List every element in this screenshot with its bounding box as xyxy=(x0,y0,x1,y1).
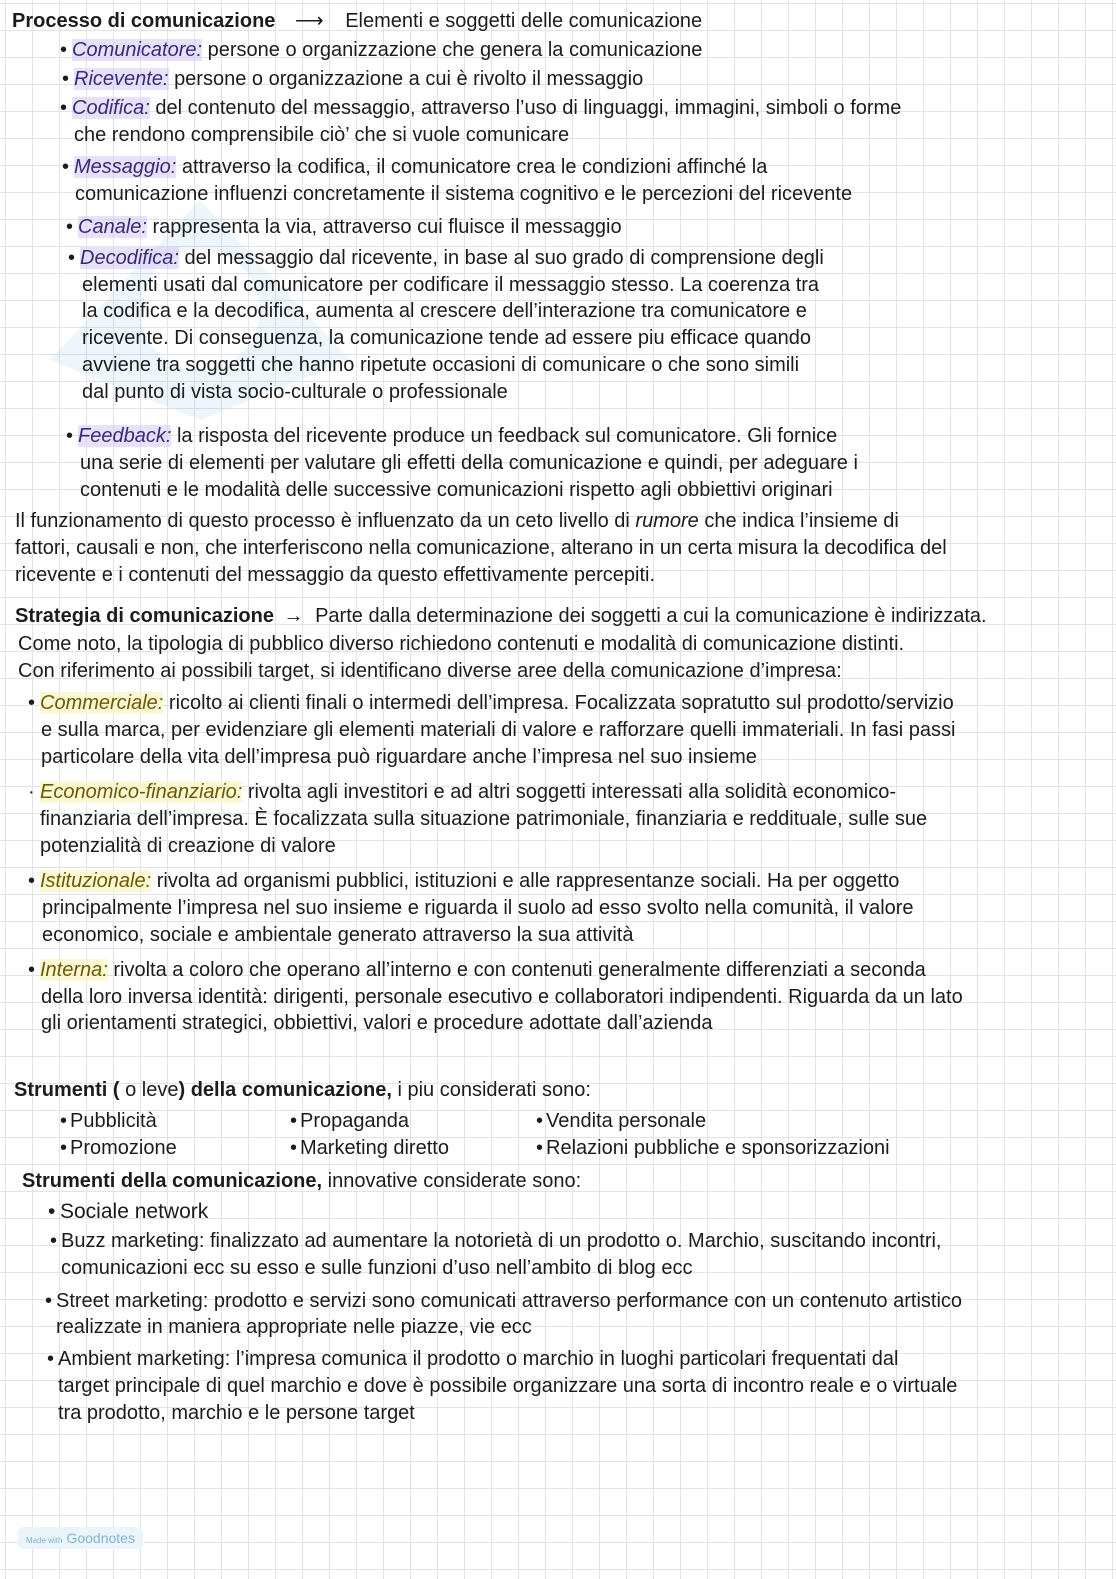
arrow-right-icon: ⟶ xyxy=(294,10,324,32)
section4-title: Strumenti della comunicazione, innovative considerate sono: xyxy=(22,1170,582,1192)
list-item: • Comunicatore: persone o organizzazione che genera la comunicazione xyxy=(60,39,703,61)
paragraph-line: ricevente e i contenuti del messaggio da questo effettivamente percepiti. xyxy=(15,564,656,586)
list-item-cont: una serie di elementi per valutare gli effetti della comunicazione e quindi, per adeguare i xyxy=(80,452,858,474)
arrow-right-icon: → xyxy=(283,605,304,627)
section1-subtitle: Elementi e soggetti delle comunicazione xyxy=(345,10,703,32)
list-item-cont: la codifica e la decodifica, aumenta al crescere dell’interazione tra comunicatore e xyxy=(82,300,807,322)
paragraph-line: Come noto, la tipologia di pubblico diverso richiedono contenuti e modalità di comunicazione distinti. xyxy=(18,633,905,655)
list-item-cont: realizzate in maniera appropriate nelle piazze, vie ecc xyxy=(56,1316,532,1338)
list-item: • Promozione xyxy=(60,1137,177,1159)
list-item-cont: particolare della vita dell’impresa può riguardare anche l’impresa nel suo insieme xyxy=(41,746,757,768)
list-item-cont: contenuti e le modalità delle successive comunicazioni rispetto agli obbiettivi originari xyxy=(80,479,833,501)
goodnotes-badge: Made with Goodnotes xyxy=(18,1527,143,1549)
list-item: • Feedback: la risposta del ricevente produce un feedback sul comunicatore. Gli fornice xyxy=(66,425,838,447)
paragraph-line: Con riferimento ai possibili target, si identificano diverse aree della comunicazione d’impresa: xyxy=(18,660,842,682)
paragraph: Il funzionamento di questo processo è influenzato da un ceto livello di rumore che indica l’insieme di xyxy=(15,510,899,532)
list-item: • Vendita personale xyxy=(536,1110,707,1132)
paragraph-line: fattori, causali e non, che interferiscono nella comunicazione, alterano in un certa misura la decodifica del xyxy=(15,537,947,559)
list-item-cont: gli orientamenti strategici, obbiettivi, valori e procedure adottate dall’azienda xyxy=(41,1012,713,1034)
list-item-cont: e sulla marca, per evidenziare gli elementi materiali di valore e rafforzare quelli immateriali. In fasi passi xyxy=(41,719,956,741)
list-item: • Codifica: del contenuto del messaggio, attraverso l’uso di linguaggi, immagini, simboli o forme xyxy=(60,97,902,119)
list-item: • Commerciale: ricolto ai clienti finali o intermedi dell’impresa. Focalizzata sopratutto sul prodotto/servizio xyxy=(28,692,954,714)
list-item-cont: elementi usati dal comunicatore per codificare il messaggio stesso. La coerenza tra xyxy=(82,274,820,296)
list-item: • Street marketing: prodotto e servizi sono comunicati attraverso performance con un contenuto artistico xyxy=(45,1290,963,1312)
section2-lead: Parte dalla determinazione dei soggetti a cui la comunicazione è indirizzata. xyxy=(315,605,987,627)
list-item: • Buzz marketing: finalizzato ad aumentare la notorietà di un prodotto o. Marchio, suscitando incontri, xyxy=(50,1230,942,1252)
list-item-cont: avviene tra soggetti che hanno ripetute occasioni di comunicare o che sono simili xyxy=(82,354,800,376)
list-item: • Decodifica: del messaggio dal ricevente, in base al suo grado di comprensione degli xyxy=(68,247,824,269)
list-item-cont: comunicazioni ecc su esso e sulle funzioni d’uso nell’ambito di blog ecc xyxy=(61,1257,693,1279)
list-item: • Pubblicità xyxy=(60,1110,157,1132)
list-item: • Marketing diretto xyxy=(290,1137,449,1159)
list-item: • Ambient marketing: l’impresa comunica il prodotto o marchio in luoghi particolari frequentati dal xyxy=(47,1348,899,1370)
list-item: • Sociale network xyxy=(48,1200,209,1223)
list-item: • Messaggio: attraverso la codifica, il comunicatore crea le condizioni affinché la xyxy=(62,156,768,178)
list-item: • Canale: rappresenta la via, attraverso cui fluisce il messaggio xyxy=(66,216,622,238)
list-item-cont: tra prodotto, marchio e le persone target xyxy=(58,1402,415,1424)
list-item: • Istituzionale: rivolta ad organismi pubblici, istituzioni e alle rappresentanze sociali. Ha per oggetto xyxy=(28,870,900,892)
list-item: • Ricevente: persone o organizzazione a cui è rivolto il messaggio xyxy=(62,68,644,90)
list-item-cont: comunicazione influenzi concretamente il sistema cognitivo e le percezioni del ricevente xyxy=(75,183,853,205)
list-item-cont: potenzialità di creazione di valore xyxy=(40,835,336,857)
list-item: • Relazioni pubbliche e sponsorizzazioni xyxy=(536,1137,890,1159)
section2-title: Strategia di comunicazione xyxy=(15,605,274,627)
list-item-cont: principalmente l’impresa nel suo insieme e riguarda il suolo ad esso svolto nella comunità, il valore xyxy=(42,897,914,919)
list-item-cont: che rendono comprensibile ciò’ che si vuole comunicare xyxy=(74,124,570,146)
section1-title: Processo di comunicazione xyxy=(12,10,276,32)
section3-title: Strumenti ( o leve) della comunicazione, i piu considerati sono: xyxy=(14,1079,591,1101)
list-item-cont: target principale di quel marchio e dove è possibile organizzare una sorta di incontro reale e o virtuale xyxy=(58,1375,958,1397)
list-item-cont: economico, sociale e ambientale generato attraverso la sua attività xyxy=(42,924,634,946)
list-item: • Propaganda xyxy=(290,1110,409,1132)
list-item-cont: ricevente. Di conseguenza, la comunicazione tende ad essere piu efficace quando xyxy=(82,327,811,349)
list-item: · Economico-finanziario: rivolta agli investitori e ad altri soggetti interessati alla solidità economico- xyxy=(28,781,896,803)
list-item-cont: finanziaria dell’impresa. È focalizzata sulla situazione patrimoniale, finanziaria e reddituale, sulle sue xyxy=(40,808,928,830)
list-item-cont: dal punto di vista socio-culturale o professionale xyxy=(82,381,508,403)
list-item: • Interna: rivolta a coloro che operano all’interno e con contenuti generalmente differenziati a seconda xyxy=(28,959,926,981)
list-item-cont: della loro inversa identità: dirigenti, personale esecutivo e collaboratori indipendenti. Riguarda da un lato xyxy=(41,986,963,1008)
